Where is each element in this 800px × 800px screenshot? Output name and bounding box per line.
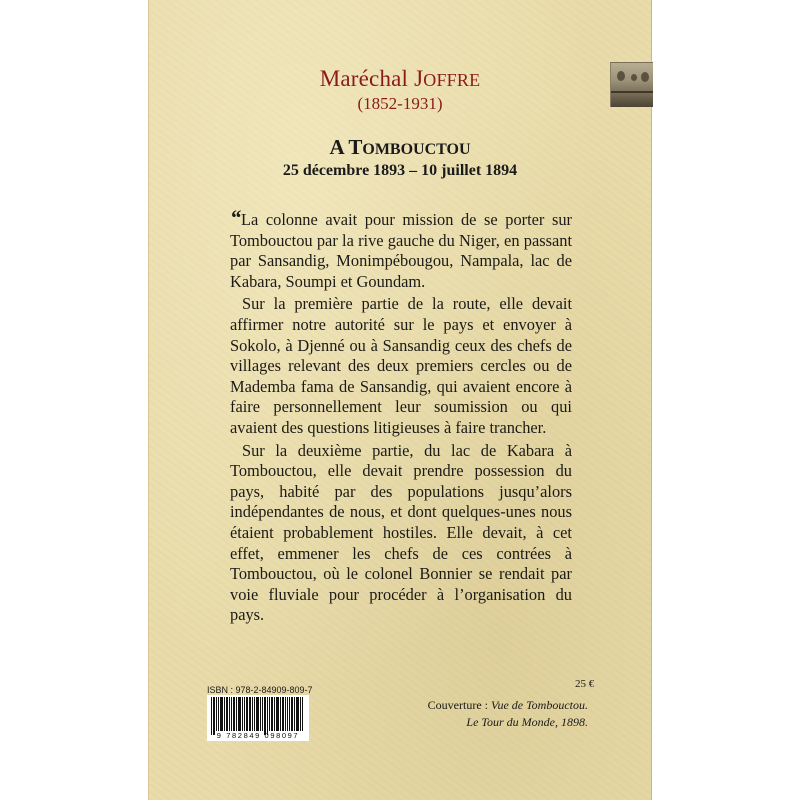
cover-credit-line — [418, 697, 588, 714]
barcode-bar — [254, 697, 255, 731]
barcode-bar — [260, 697, 261, 731]
barcode-bar — [224, 697, 225, 731]
author-title: Maréchal — [319, 66, 409, 91]
barcode-bar — [285, 697, 286, 731]
barcode-bar — [264, 697, 266, 735]
barcode-bar — [282, 697, 284, 731]
blurb-text — [230, 205, 572, 628]
title-initial-t: T — [348, 135, 363, 159]
barcode-bar — [233, 697, 235, 731]
barcode-bar — [256, 697, 259, 731]
barcode-bar — [262, 697, 263, 731]
barcode-bar — [226, 697, 228, 731]
cover-credit-title: Vue de Tombouctou. — [491, 698, 588, 712]
blurb-paragraph: Sur la première partie de la route, elle devait affirmer notre autorité sur le pays et envoyer à Sokolo, à Djenné ou à Sansandig ceux des chefs de villages relevant des deux premiers cercles ou de Mademba fama de Sansandig, qui avaient encore à faire personnellement leur soumission ou qui avaient des questions litigieuses à faire trancher. — [230, 294, 572, 437]
author-dates: (1852-1931) — [357, 94, 443, 113]
quote-mark: “ — [230, 205, 239, 230]
cover-credit-label: Couverture : — [427, 698, 491, 712]
title-rest: OMBOUCTOU — [362, 141, 471, 158]
barcode-bar — [302, 697, 303, 731]
barcode-bar — [244, 697, 245, 731]
barcode-bar — [213, 697, 215, 735]
barcode-bar — [249, 697, 251, 731]
isbn: ISBN : 978-2-84909-809-7 — [207, 685, 313, 695]
author-surname-rest: OFFRE — [423, 70, 481, 90]
barcode-bar — [269, 697, 270, 731]
barcode-bar — [252, 697, 253, 731]
barcode-bars — [211, 697, 305, 731]
cover-credit — [418, 697, 588, 731]
barcode-bar — [291, 697, 293, 731]
barcode-bar — [231, 697, 232, 731]
book-subtitle: 25 décembre 1893 – 10 juillet 1894 — [282, 162, 518, 179]
barcode-bar — [236, 697, 237, 731]
barcode-bar — [238, 697, 241, 731]
author-surname-initial: J — [414, 66, 424, 91]
barcode-bar — [242, 697, 243, 731]
barcode-bar — [300, 697, 301, 731]
title-initial-a: A — [329, 135, 344, 159]
barcode-bar — [271, 697, 273, 731]
barcode-bar — [267, 697, 268, 735]
barcode-bar — [220, 697, 223, 731]
blurb-paragraph — [230, 205, 572, 292]
barcode-bar — [287, 697, 288, 731]
barcode-bar — [246, 697, 248, 731]
price: 25 € — [575, 678, 595, 690]
barcode-bar — [294, 697, 295, 731]
barcode-digits: 9 782849 098097 — [216, 731, 300, 740]
barcode-bar — [218, 697, 219, 731]
barcode-bar — [216, 697, 217, 731]
barcode-bar — [274, 697, 275, 731]
barcode — [207, 695, 309, 741]
barcode-bar — [276, 697, 279, 731]
barcode-bar — [229, 697, 230, 731]
blurb-paragraph: Sur la deuxième partie, du lac de Kabara à Tombouctou, elle devait prendre possession du pays, habité par des populations jusqu’alors indépendantes de nous, et dont quelques-unes nous étaient probablement hostiles. Elle devait, à cet effet, emmener les chefs de ces contrées à Tombouctou, où le colonel Bonnier se rendait par voie fluviale pour procéder à l’organisation du pays. — [230, 440, 572, 625]
barcode-bar — [289, 697, 290, 731]
barcode-bar — [280, 697, 281, 731]
paragraph-text: La colonne avait pour mission de se porter sur Tombouctou par la rive gauche du Niger, en passant par Sansandig, Monimpébougou, Nampala, lac de Kabara, Soumpi et Goundam. — [230, 210, 572, 291]
book-title — [148, 135, 652, 160]
barcode-bar — [211, 697, 212, 735]
author-name — [148, 66, 652, 92]
barcode-bar — [296, 697, 299, 731]
cover-credit-source: Le Tour du Monde, 1898. — [466, 715, 588, 729]
